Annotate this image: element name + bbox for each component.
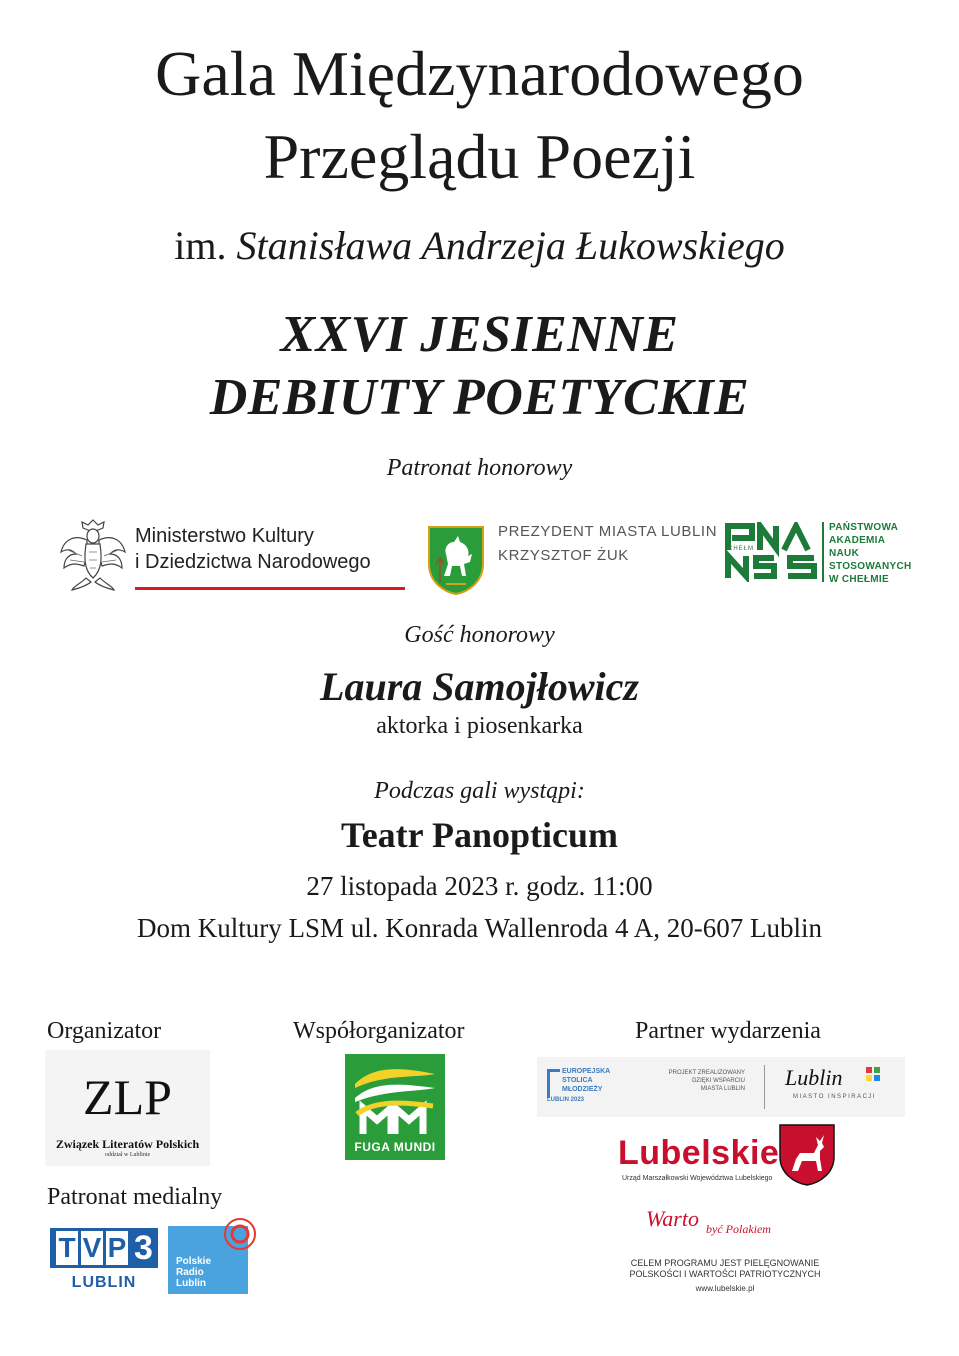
zlp-name: Związek Literatów Polskich bbox=[55, 1137, 200, 1151]
event-line-1: XXVI JESIENNE bbox=[280, 306, 679, 363]
event-line-2: DEBIUTY POETYCKIE bbox=[209, 369, 750, 426]
pans-line-3: NAUK bbox=[829, 548, 860, 559]
president-line-2: KRZYSZTOF ŻUK bbox=[498, 547, 629, 564]
lubelskie-name: Lubelskie bbox=[618, 1134, 780, 1172]
warto-slogan-b: być Polakiem bbox=[706, 1222, 771, 1236]
esm-year: LUBLIN 2023 bbox=[547, 1097, 585, 1103]
organizer-label: Organizator bbox=[47, 1018, 162, 1044]
pans-line-4: STOSOWANYCH bbox=[829, 561, 912, 572]
warto-description bbox=[620, 1258, 830, 1280]
fuga-mundi-logo bbox=[345, 1054, 445, 1160]
event-datetime: 27 listopada 2023 r. godz. 11:00 bbox=[306, 871, 653, 901]
warto-line-2: POLSKOŚCI I WARTOŚCI PATRIOTYCZNYCH bbox=[629, 1269, 821, 1279]
polskie-radio-lublin-logo bbox=[168, 1226, 248, 1294]
prl-line-1: Polskie bbox=[176, 1256, 212, 1267]
lubelskie-deer-icon bbox=[778, 1123, 836, 1187]
white-eagle-emblem-icon bbox=[58, 514, 128, 594]
fuga-mundi-emblem-icon bbox=[345, 1054, 445, 1140]
tvp-letter-v: V bbox=[82, 1232, 102, 1263]
ministry-line-1: Ministerstwo Kultury bbox=[135, 525, 314, 547]
radio-waves-icon bbox=[220, 1214, 260, 1254]
project-line-1: PROJEKT ZREALIZOWANY bbox=[668, 1070, 745, 1076]
pans-mark-small: CHEŁM bbox=[728, 546, 755, 552]
subtitle-name: Stanisława Andrzeja Łukowskiego bbox=[236, 223, 785, 268]
tvp-letter-t: T bbox=[56, 1231, 78, 1265]
project-text bbox=[645, 1069, 745, 1093]
guest-name: Laura Samojłowicz bbox=[320, 664, 639, 709]
partner-banner bbox=[537, 1057, 905, 1117]
title-line-2: Przeglądu Poezji bbox=[263, 121, 696, 192]
subtitle bbox=[0, 222, 959, 269]
warto-website: www.lubelskie.pl bbox=[695, 1284, 755, 1293]
pans-line-2: AKADEMIA bbox=[829, 535, 886, 546]
zlp-sub: oddział w Lublinie bbox=[104, 1152, 151, 1158]
tvp3-logo bbox=[50, 1228, 158, 1294]
prl-line-2: Radio bbox=[176, 1267, 204, 1278]
performer-name: Teatr Panopticum bbox=[340, 815, 618, 855]
esm-icon bbox=[547, 1069, 560, 1098]
pans-line-5: W CHEŁMIE bbox=[829, 574, 889, 585]
esm-line-3: MŁODZIEŻY bbox=[562, 1086, 603, 1093]
zlp-logo bbox=[45, 1050, 210, 1166]
pans-name bbox=[829, 521, 912, 586]
prl-name bbox=[176, 1256, 211, 1289]
zlp-mark: ZLP bbox=[83, 1069, 172, 1125]
guest-label: Gość honorowy bbox=[404, 622, 555, 648]
president-line-1: PREZYDENT MIASTA LUBLIN bbox=[498, 523, 718, 540]
fuga-mundi-name: FUGA MUNDI bbox=[354, 1140, 436, 1154]
subtitle-prefix: im. bbox=[174, 223, 227, 268]
event-venue: Dom Kultury LSM ul. Konrada Wallenroda 4 A, 20-607 Lublin bbox=[137, 913, 822, 943]
project-line-3: MIASTA LUBLIN bbox=[700, 1086, 745, 1092]
title-line-1: Gala Międzynarodowego bbox=[155, 38, 804, 109]
partner-label: Partner wydarzenia bbox=[635, 1018, 821, 1044]
lubelskie-sub: Urząd Marszałkowski Województwa Lubelskiego bbox=[622, 1175, 773, 1182]
tvp-number: 3 bbox=[134, 1229, 153, 1267]
media-label: Patronat medialny bbox=[47, 1184, 223, 1210]
pans-logo-icon bbox=[724, 522, 818, 582]
ministry-red-line bbox=[135, 587, 405, 590]
esm-line-2: STOLICA bbox=[562, 1077, 593, 1084]
lublin-city-sub: MIASTO INSPIRACJI bbox=[793, 1094, 877, 1100]
lublin-coat-of-arms-icon bbox=[426, 524, 486, 596]
lublin-city-logo: Lublin bbox=[785, 1065, 843, 1090]
guest-role: aktorka i piosenkarka bbox=[376, 713, 583, 739]
coorganizer-label: Współorganizator bbox=[293, 1018, 465, 1044]
tvp-city: LUBLIN bbox=[71, 1274, 137, 1291]
tvp-letter-p: P bbox=[107, 1232, 127, 1263]
partner-divider bbox=[764, 1065, 765, 1109]
esm-line-1: EUROPEJSKA bbox=[562, 1068, 611, 1075]
project-line-2: DZIĘKI WSPARCIU bbox=[692, 1078, 745, 1084]
esm-text bbox=[562, 1067, 610, 1094]
warto-line-1: CELEM PROGRAMU JEST PIELĘGNOWANIE bbox=[630, 1258, 820, 1268]
warto-slogan-a: Warto bbox=[646, 1206, 699, 1231]
pans-line-1: PAŃSTWOWA bbox=[829, 522, 899, 533]
lublin-inspiration-icon bbox=[865, 1066, 881, 1082]
performance-label: Podczas gali wystąpi: bbox=[374, 778, 585, 804]
prl-line-3: Lublin bbox=[176, 1278, 206, 1289]
president-name bbox=[498, 520, 717, 568]
pans-divider bbox=[822, 522, 824, 582]
ministry-name bbox=[135, 523, 371, 575]
ministry-line-2: i Dziedzictwa Narodowego bbox=[135, 551, 371, 573]
patronage-label: Patronat honorowy bbox=[386, 455, 573, 481]
